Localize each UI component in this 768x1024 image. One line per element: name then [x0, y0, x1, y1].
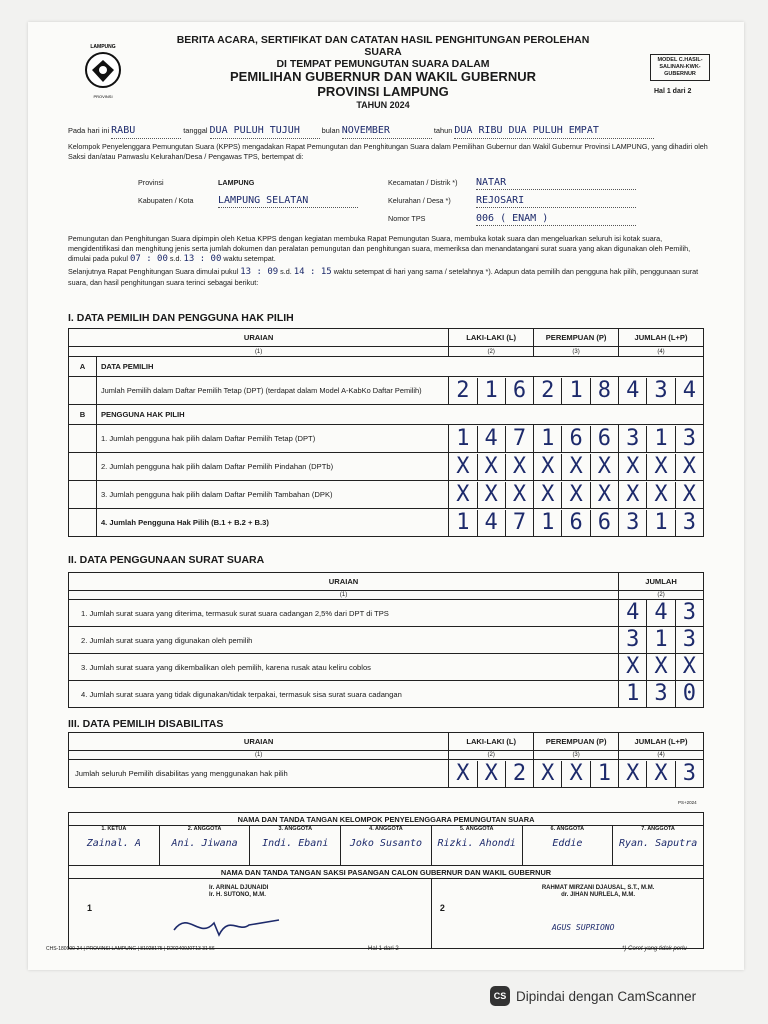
- kpps-title: NAMA DAN TANDA TANGAN KELOMPOK PENYELENGGARA PEMUNGUTAN SUARA: [69, 813, 704, 826]
- digit: X: [682, 481, 696, 507]
- sign-name: Ryan. Saputra: [618, 838, 698, 849]
- waktu-label: waktu setempat.: [223, 254, 276, 264]
- s3-p: [534, 760, 619, 788]
- digit: X: [682, 654, 696, 679]
- digit: 4: [682, 377, 696, 403]
- s1-header-lp: JUMLAH (L+P): [619, 329, 704, 347]
- pair2-name-2: dr. JIHAN NURLELA, M.M.: [561, 892, 636, 899]
- sign-name: Eddie: [552, 838, 583, 849]
- b-spacer: [69, 481, 97, 509]
- s2-row1-value: [619, 600, 704, 627]
- digit: 3: [619, 426, 647, 452]
- intro-paragraph: Kelompok Penyelenggara Pemungutan Suara (KPPS) mengadakan Rapat Pemungutan dan Penghitungan Suara dalam Pemilihan Gubernur dan Wakil Gubernur Provinsi LAMPUNG, yang dihadiri oleh Saksi dan/atau Panwaslu Kelurahan/Desa / Pengawas TPS, bertempat di:: [68, 142, 708, 161]
- digit: 3: [647, 378, 675, 404]
- s2-row2-value: [619, 627, 704, 654]
- s1-sub-4: (4): [619, 347, 704, 357]
- saksi-pair-1: [69, 879, 432, 949]
- camscanner-watermark: [490, 986, 696, 1006]
- s1-sub-2: (2): [449, 347, 534, 357]
- pair2-name-1: RAHMAT MIRZANI DJAUSAL, S.T., M.M.: [541, 885, 655, 891]
- dpt-p: [534, 377, 619, 405]
- s3-sub-3: (3): [534, 751, 619, 760]
- role-label: 7. ANGGOTA: [641, 826, 675, 832]
- header-line-2: DI TEMPAT PEMUNGUTAN SUARA DALAM: [276, 58, 490, 71]
- s1-sub-3: (3): [534, 347, 619, 357]
- kecamatan-label: Kecamatan / Distrik *): [388, 178, 458, 188]
- s3-header-uraian: URAIAN: [69, 733, 449, 751]
- para2-text-b: Selanjutnya Rapat Penghitungan Suara dimulai pukul: [68, 266, 239, 276]
- digit: 4: [647, 600, 675, 626]
- s2-row3-label: 3. Jumlah surat suara yang dikembalikan oleh pemilih, karena rusak atau keliru coblos: [69, 654, 619, 681]
- pair1-number: 1: [87, 903, 93, 913]
- s3-l: [449, 760, 534, 788]
- digit: 3: [647, 681, 675, 707]
- bulan-value: NOVEMBER: [342, 124, 432, 139]
- dpt-l: [449, 377, 534, 405]
- tanggal-value: DUA PULUH TUJUH: [210, 124, 320, 139]
- model-box: MODEL C.HASIL-SALINAN-KWK-GUBERNUR: [650, 54, 710, 81]
- digit: X: [449, 761, 477, 787]
- s1-header-p: PEREMPUAN (P): [534, 329, 619, 347]
- digit: X: [478, 454, 506, 480]
- role-label: 1. KETUA: [101, 826, 127, 832]
- sig-anggota-5: [431, 826, 522, 866]
- digit: X: [619, 482, 647, 508]
- s2-header-uraian: URAIAN: [69, 573, 619, 591]
- sign-name: Rizki. Ahondi: [437, 838, 516, 849]
- digit: X: [619, 654, 647, 680]
- digit: 8: [597, 377, 611, 403]
- digit: X: [647, 482, 675, 508]
- section-a-label: A: [69, 357, 97, 377]
- role-label: 2. ANGGOTA: [187, 826, 222, 832]
- jam-mulai: 07 : 00: [129, 254, 168, 265]
- sig-anggota-2: [159, 826, 250, 866]
- jam2-selesai: 14 : 15: [293, 266, 332, 277]
- section-a-title: DATA PEMILIH: [96, 357, 703, 377]
- digit: 1: [478, 378, 506, 404]
- procedure-paragraph: [68, 234, 713, 287]
- dpt-lp: [619, 377, 704, 405]
- b3-label: 3. Jumlah pengguna hak pilih dalam Daftar Pemilih Tambahan (DPK): [96, 481, 448, 509]
- digit: X: [597, 453, 611, 479]
- b4-p: [534, 509, 619, 537]
- pair2-number: 2: [439, 903, 445, 913]
- digit: 3: [682, 627, 696, 652]
- camscanner-icon: CS: [490, 986, 510, 1006]
- s2-row4-value: [619, 681, 704, 708]
- digit: 1: [647, 510, 675, 536]
- digit: 4: [619, 600, 647, 626]
- digit: 4: [478, 426, 506, 452]
- para2-text-c: waktu setempat di hari yang sama / setelahnya *). Adapun data pemilih dan pengguna hak pilih, penggunaan surat suara, dan hasil penghitungan suara terinci sebagai berikut:: [68, 266, 699, 287]
- s1-sub-1: (1): [69, 347, 449, 357]
- digit: X: [647, 761, 675, 787]
- digit: X: [647, 454, 675, 480]
- header-line-4: PROVINSI LAMPUNG: [317, 84, 449, 100]
- header-line-3: PEMILIHAN GUBERNUR DAN WAKIL GUBERNUR: [230, 69, 536, 85]
- digit: 2: [512, 760, 527, 786]
- s3-sub-2: (2): [449, 751, 534, 760]
- s3-sub-4: (4): [619, 751, 704, 760]
- section1-table: [68, 328, 704, 537]
- b4-label: 4. Jumlah Pengguna Hak Pilih (B.1 + B.2 + B.3): [96, 509, 448, 537]
- digit: 1: [647, 627, 675, 653]
- digit: 6: [597, 509, 611, 535]
- intro-line: [68, 124, 708, 139]
- kelurahan-label: Kelurahan / Desa *): [388, 196, 451, 206]
- saksi-pair-2: [431, 879, 703, 949]
- b4-lp: [619, 509, 704, 537]
- saksi-title: NAMA DAN TANDA TANGAN SAKSI PASANGAN CALON GUBERNUR DAN WAKIL GUBERNUR: [69, 866, 704, 879]
- s2-row3-value: [619, 654, 704, 681]
- digit: X: [449, 482, 477, 508]
- pair1-name-1: Ir. ARINAL DJUNAIDI: [209, 885, 269, 891]
- kabupaten-value: LAMPUNG SELATAN: [218, 194, 358, 209]
- location-right: [388, 174, 688, 228]
- digit: 1: [449, 426, 477, 452]
- dpt-row-label: Jumlah Pemilih dalam Daftar Pemilih Tetap (DPT) (terdapat dalam Model A-KabKo Daftar Pemilih): [96, 377, 448, 405]
- digit: X: [647, 654, 675, 680]
- section-b-title: PENGGUNA HAK PILIH: [96, 405, 703, 425]
- digit: X: [478, 761, 506, 787]
- digit: X: [562, 454, 590, 480]
- s3-sub-1: (1): [69, 751, 449, 760]
- s3-row-label: Jumlah seluruh Pemilih disabilitas yang menggunakan hak pilih: [69, 760, 449, 788]
- saksi2-signature: AGUS SUPRIONO: [551, 923, 615, 932]
- digit: 4: [478, 510, 506, 536]
- digit: X: [512, 453, 527, 479]
- footer-page: Hal 1 dari 2: [368, 946, 399, 952]
- s3-header-l: LAKI-LAKI (L): [449, 733, 534, 751]
- s2-sub-2: (2): [619, 591, 704, 600]
- s2-row2-label: 2. Jumlah surat suara yang digunakan oleh pemilih: [69, 627, 619, 654]
- digit: X: [512, 481, 527, 507]
- digit: 1: [449, 510, 477, 536]
- hari-value: RABU: [111, 124, 181, 139]
- digit: X: [619, 454, 647, 480]
- sd-label: s.d.: [169, 254, 182, 264]
- location-left: [138, 174, 378, 210]
- digit: 3: [682, 760, 696, 786]
- tps-label: Nomor TPS: [388, 214, 426, 224]
- digit: 3: [682, 600, 696, 625]
- b1-label: 1. Jumlah pengguna hak pilih dalam Daftar Pemilih Tetap (DPT): [96, 425, 448, 453]
- digit: 0: [682, 681, 696, 706]
- sign-name: Ani. Jiwana: [171, 838, 238, 849]
- s2-row1-label: 1. Jumlah surat suara yang diterima, termasuk surat suara cadangan 2,5% dari DPT di TPS: [69, 600, 619, 627]
- b1-lp: [619, 425, 704, 453]
- digit: 1: [647, 426, 675, 452]
- pada-hari-label: Pada hari ini: [68, 126, 110, 135]
- bulan-label: bulan: [321, 126, 340, 135]
- section-b-label: B: [69, 405, 97, 425]
- digit: 1: [619, 681, 647, 707]
- digit: X: [597, 481, 611, 507]
- signature-table: [68, 812, 704, 949]
- header-line-1: BERITA ACARA, SERTIFIKAT DAN CATATAN HASIL PENGHITUNGAN PEROLEHAN SUARA: [176, 34, 590, 59]
- digit: 6: [597, 425, 611, 451]
- b1-l: [449, 425, 534, 453]
- s2-header-jumlah: JUMLAH: [619, 573, 704, 591]
- pair2-names: [542, 885, 655, 899]
- sign-name: Joko Susanto: [349, 838, 423, 849]
- footer-code: CHS-180000-24 | PROVINSI LAMPUNG | 81028175 | D202409J0T13 31 56: [46, 946, 215, 952]
- provinsi-value: LAMPUNG: [218, 178, 255, 188]
- b2-lp: [619, 453, 704, 481]
- digit: 7: [512, 425, 527, 451]
- b3-p: [534, 481, 619, 509]
- sd-label-2: s.d.: [280, 266, 292, 276]
- b-spacer: [69, 509, 97, 537]
- sig-anggota-6: [522, 826, 613, 866]
- jam-selesai: 13 : 00: [183, 254, 222, 265]
- digit: 1: [534, 426, 562, 452]
- digit: 2: [534, 378, 562, 404]
- tanggal-label: tanggal: [183, 126, 208, 135]
- digit: X: [478, 482, 506, 508]
- section3-title: III. DATA PEMILIH DISABILITAS: [68, 718, 224, 730]
- sign-name: Indi. Ebani: [262, 838, 329, 849]
- tahun-label: tahun: [433, 126, 453, 135]
- digit: X: [534, 454, 562, 480]
- digit: 1: [534, 510, 562, 536]
- svg-text:PROVINSI: PROVINSI: [93, 94, 113, 99]
- b1-p: [534, 425, 619, 453]
- digit: X: [534, 482, 562, 508]
- pair1-names: [209, 885, 268, 899]
- digit: X: [562, 761, 590, 787]
- digit: X: [534, 761, 562, 787]
- b4-l: [449, 509, 534, 537]
- sign-name: Zainal. A: [86, 838, 141, 849]
- digit: 6: [562, 426, 590, 452]
- document-header: [158, 34, 608, 110]
- tps-value: 006 ( ENAM ): [476, 212, 636, 227]
- digit: 3: [682, 509, 696, 535]
- s1-header-uraian: URAIAN: [69, 329, 449, 347]
- tahun-value: DUA RIBU DUA PULUH EMPAT: [454, 124, 654, 139]
- section2-table: [68, 572, 704, 708]
- digit: 6: [562, 510, 590, 536]
- digit: 6: [512, 377, 527, 403]
- sig-ketua: [69, 826, 160, 866]
- b2-p: [534, 453, 619, 481]
- digit: 3: [619, 510, 647, 536]
- s3-lp: [619, 760, 704, 788]
- role-label: 5. ANGGOTA: [459, 826, 494, 832]
- b2-l: [449, 453, 534, 481]
- b2-label: 2. Jumlah pengguna hak pilih dalam Daftar Pemilih Pindahan (DPTb): [96, 453, 448, 481]
- s3-header-lp: JUMLAH (L+P): [619, 733, 704, 751]
- camscanner-text: Dipindai dengan CamScanner: [516, 988, 697, 1004]
- para2-text-a: Pemungutan dan Penghitungan Suara dipimpin oleh Ketua KPPS dengan kegiatan membuka Rapat Pemungutan Suara, membuka kotak suara dan mengeluarkan seluruh isi kotak suara, mengidentifikasi dan menghitung jenis serta jumlah dokumen dan peralatan pemungutan dan penghitungan suara, memeriksa dan menandatangani surat suara yang akan digunakan oleh Pemilih, dimulai pada pukul: [68, 234, 691, 264]
- kpu-logo: [78, 40, 128, 110]
- page-label: Hal 1 dari 2: [654, 88, 692, 95]
- section3-table: [68, 732, 704, 788]
- digit: 4: [619, 378, 647, 404]
- pair1-name-2: Ir. H. SUTONO, M.M.: [209, 892, 266, 899]
- digit: X: [562, 482, 590, 508]
- role-label: 4. ANGGOTA: [369, 826, 403, 832]
- digit: 3: [682, 425, 696, 451]
- form-page: [28, 22, 744, 970]
- ps-code: PS+2024: [678, 800, 697, 805]
- b-spacer: [69, 425, 97, 453]
- sig-anggota-3: [250, 826, 341, 866]
- b3-l: [449, 481, 534, 509]
- s3-header-p: PEREMPUAN (P): [534, 733, 619, 751]
- jam2-mulai: 13 : 09: [240, 266, 279, 277]
- role-label: 3. ANGGOTA: [278, 826, 313, 832]
- b-spacer: [69, 453, 97, 481]
- s2-sub-1: (1): [69, 591, 619, 600]
- digit: X: [682, 453, 696, 479]
- kelurahan-value: REJOSARI: [476, 194, 636, 209]
- section-a-spacer: [69, 377, 97, 405]
- digit: X: [619, 761, 647, 787]
- digit: 7: [512, 509, 527, 535]
- digit: 2: [449, 378, 477, 404]
- kecamatan-value: NATAR: [476, 176, 636, 191]
- digit: 1: [597, 760, 612, 786]
- section2-title: II. DATA PENGGUNAAN SURAT SUARA: [68, 554, 265, 566]
- svg-text:LAMPUNG: LAMPUNG: [90, 44, 116, 50]
- header-line-5: TAHUN 2024: [356, 100, 410, 111]
- sig-anggota-7: [613, 826, 704, 866]
- sig-anggota-4: [341, 826, 432, 866]
- saksi1-signature: [169, 905, 289, 945]
- digit: 1: [562, 378, 590, 404]
- b3-lp: [619, 481, 704, 509]
- footer-note: *) Coret yang tidak perlu: [622, 946, 687, 952]
- section1-title: I. DATA PEMILIH DAN PENGGUNA HAK PILIH: [68, 312, 294, 324]
- kabupaten-label: Kabupaten / Kota: [138, 196, 194, 206]
- s2-row4-label: 4. Jumlah surat suara yang tidak digunakan/tidak terpakai, termasuk sisa surat suara cadangan: [69, 681, 619, 708]
- digit: X: [449, 454, 477, 480]
- provinsi-label: Provinsi: [138, 178, 164, 188]
- digit: 3: [619, 627, 647, 653]
- s1-header-l: LAKI-LAKI (L): [449, 329, 534, 347]
- role-label: 6. ANGGOTA: [550, 826, 585, 832]
